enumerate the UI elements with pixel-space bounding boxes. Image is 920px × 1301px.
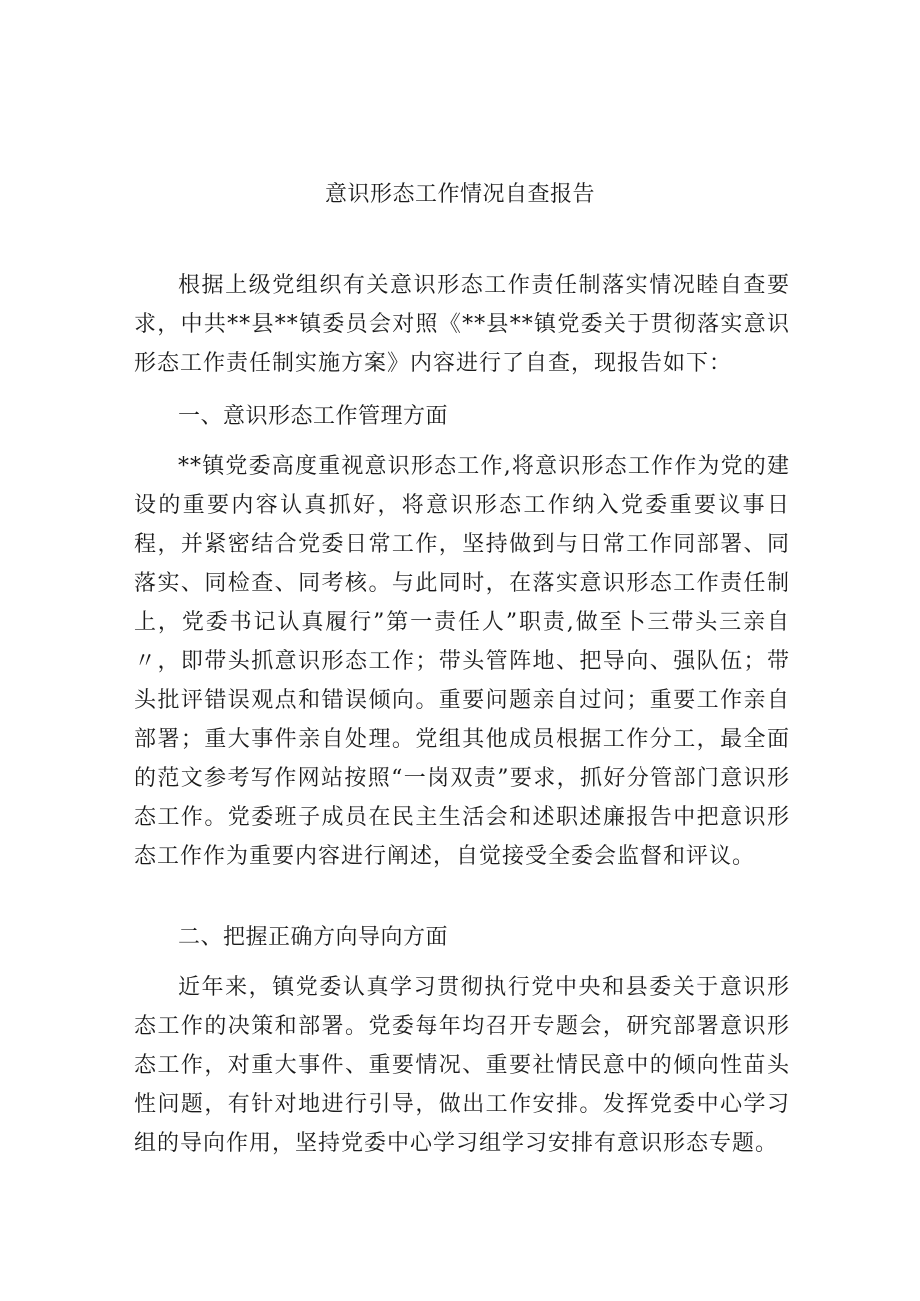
section-body-direction: 近年来，镇党委认真学习贯彻执行党中央和县委关于意识形态工作的决策和部署。党委每年均召开专题会，研究部署意识形态工作，对重大事件、重要情况、重要社情民意中的倾向性苗头性问题，有针对地进行引导，做出工作安排。发挥党委中心学习组的导向作用，坚持党委中心学习组学习安排有意识形态专题。 bbox=[134, 975, 790, 1156]
section-heading-management: 一、意识形态工作管理方面 bbox=[178, 404, 449, 429]
intro-paragraph: 根据上级党组织有关意识形态工作责任制落实情况睦自查要求，中共**县**镇委员会对照《**县**镇党委关于贯彻落实意识形态工作责任制实施方案》内容进行了自查，现报告如下： bbox=[134, 273, 790, 376]
section-heading-direction: 二、把握正确方向导向方面 bbox=[178, 925, 449, 950]
document-title: 意识形态工作情况自查报告 bbox=[324, 182, 595, 207]
section-body-management: **镇党委高度重视意识形态工作,将意识形态工作作为党的建设的重要内容认真抓好，将意识形态工作纳入党委重要议事日程，并紧密结合党委日常工作，坚持做到与日常工作同部署、同落实、同检查、同考核。与此同时，在落实意识形态工作责任制上，党委书记认真履行”第一责任人”职责,做至卜三带头三亲自〃，即带头抓意识形态工作；带头管阵地、把导向、强队伍；带头批评错误观点和错误倾向。重要问题亲自过问；重要工作亲自部署；重大事件亲自处理。党组其他成员根据工作分工，最全面的范文参考写作网站按照“一岗双责”要求，抓好分管部门意识形态工作。党委班子成员在民主生活会和述职述廉报告中把意识形态工作作为重要内容进行阐述，自觉接受全委会监督和评议。 bbox=[134, 454, 790, 869]
